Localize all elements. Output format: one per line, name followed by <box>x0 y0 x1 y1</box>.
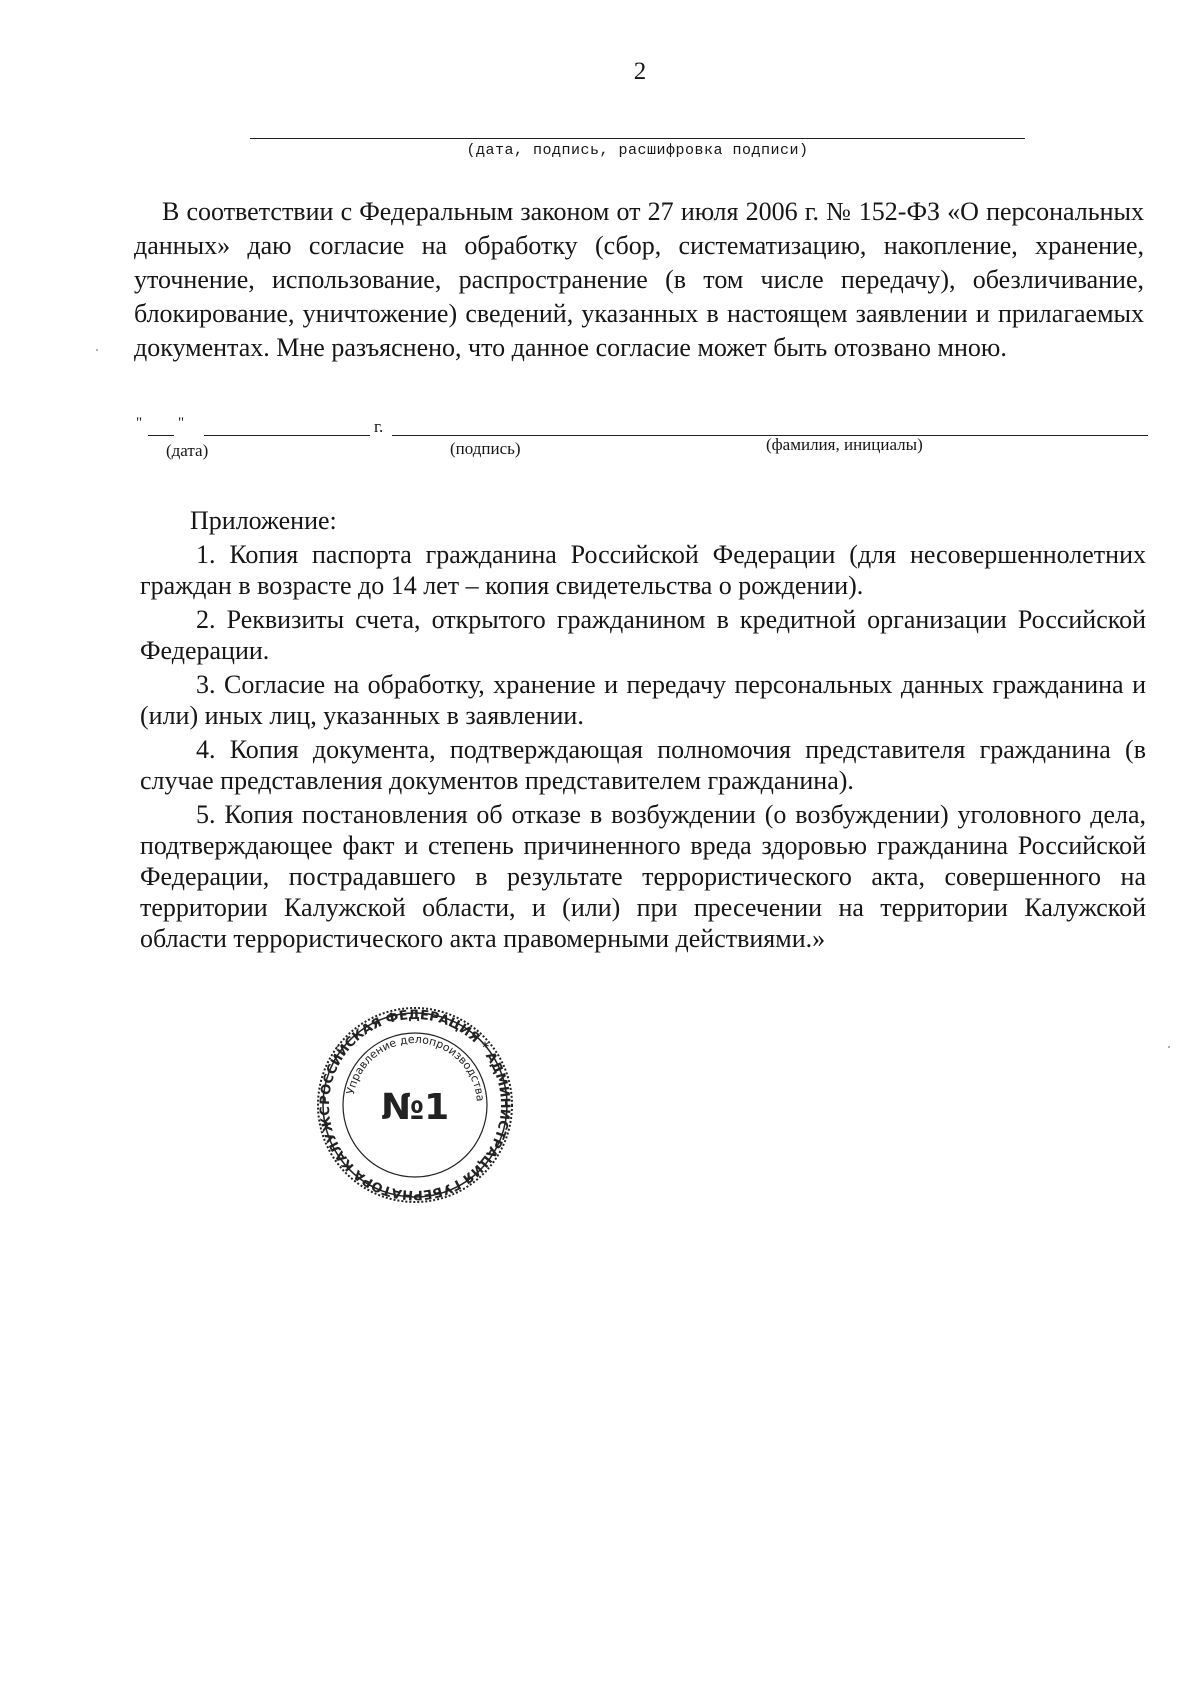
official-seal <box>315 1005 515 1205</box>
appendix-item: 2. Реквизиты счета, открытого гражданином в кредитной организации Российской Федерации. <box>140 605 1146 665</box>
appendix-heading: Приложение: <box>190 506 337 535</box>
caption-name: (фамилия, инициалы) <box>766 435 923 454</box>
scan-speck <box>96 349 98 351</box>
seal-outer-text: РОССИЙСКАЯ ФЕДЕРАЦИЯ * АДМИНИСТРАЦИЯ ГУБЕРНАТОРА КАЛУЖС <box>317 1007 513 1203</box>
appendix-section <box>140 505 1146 957</box>
caption-date: (дата) <box>166 441 209 460</box>
top-signature-caption: (дата, подпись, расшифровка подписи) <box>466 142 809 159</box>
appendix-item: 4. Копия документа, подтверждающая полномочия представителя гражданина (в случае представления документов представителем гражданина). <box>140 735 1146 795</box>
seal-center-number: №1 <box>380 1087 450 1128</box>
consent-paragraph: В соответствии с Федеральным законом от 27 июля 2006 г. № 152-ФЗ «О персональных данных» даю согласие на обработку (сбор, систематизацию, накопление, хранение, уточнение, использование, распространение (в том числе передачу), обезличивание, блокирование, уничтожение) сведений, указанных в настоящем заявлении и прилагаемых документах. Мне разъяснено, что данное согласие может быть отозвано мною. <box>134 197 1144 362</box>
seal-graphic <box>315 1005 515 1205</box>
appendix-item: 3. Согласие на обработку, хранение и передачу персональных данных гражданина и (или) иных лиц, указанных в заявлении. <box>140 670 1146 730</box>
appendix-item: 5. Копия постановления об отказе в возбуждении (о возбуждении) уголовного дела, подтверждающее факт и степень причиненного вреда здоровью гражданина Российской Федерации, пострадавшего в результате террористического акта, совершенного на территории Калужской области, и (или) при пресечении на территории Калужской области террористического акта правомерными действиями.» <box>140 800 1146 953</box>
page-number: 2 <box>633 58 647 85</box>
seal-inner-text: Управление делопроизводства <box>343 1032 487 1103</box>
date-signature-row <box>136 415 1146 473</box>
day-quote-close: " <box>178 415 185 431</box>
month-line <box>204 435 370 436</box>
scan-speck <box>1168 1046 1170 1048</box>
top-signature-line <box>250 138 1025 139</box>
day-quote-open: " <box>136 415 143 431</box>
top-signature-block <box>250 138 1025 159</box>
appendix-item: 1. Копия паспорта гражданина Российской Федерации (для несовершеннолетних граждан в возрасте до 14 лет – копия свидетельства о рождении). <box>140 540 1146 600</box>
year-mark: г. <box>374 417 384 436</box>
caption-signature: (подпись) <box>450 439 521 458</box>
day-line <box>148 435 174 436</box>
